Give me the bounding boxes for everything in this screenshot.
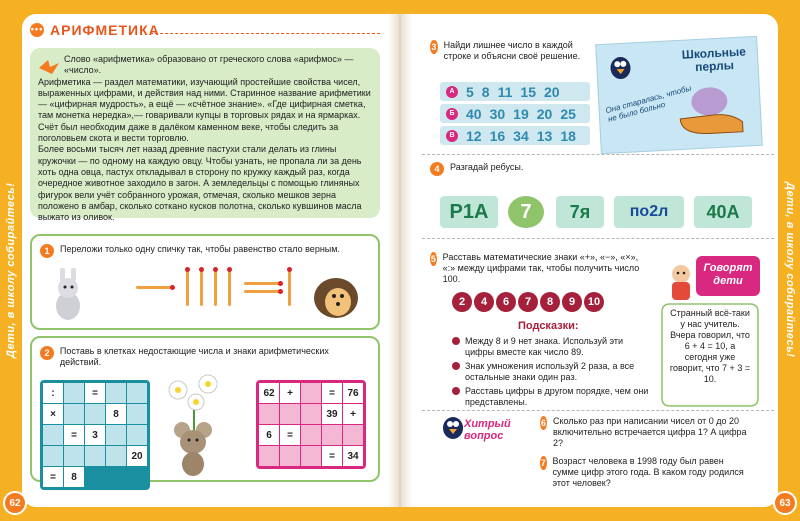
hints-list: [452, 336, 652, 411]
row-label: А: [446, 86, 458, 98]
hint-item: [452, 336, 652, 358]
rabbit-icon: [46, 268, 90, 322]
grid-cell: 39: [322, 404, 342, 424]
number-row-a: [440, 82, 590, 101]
grid-cell[interactable]: [301, 446, 321, 466]
task-7: [540, 456, 750, 489]
number-row-b: [440, 104, 590, 123]
grid-cell[interactable]: [43, 446, 63, 466]
number-value[interactable]: 16: [489, 128, 506, 144]
match[interactable]: [288, 270, 291, 306]
crow-icon: [607, 49, 635, 80]
task-4: [430, 162, 523, 176]
grid-cell: +: [280, 383, 300, 403]
match[interactable]: [244, 282, 280, 285]
bubble-text: Странный всё-таки у нас учитель. Вчера говорил, что 6 + 4 = 10, а сегодня уже говорит, что 7 + 3 = 10.: [669, 308, 751, 384]
hint-item: [452, 386, 652, 408]
number-value[interactable]: 12: [466, 128, 482, 144]
mouse-with-flowers-icon: [164, 374, 224, 478]
match[interactable]: [200, 270, 203, 306]
task-2: [40, 346, 370, 368]
number-value[interactable]: 19: [513, 106, 529, 122]
digit-ball: 2: [452, 292, 472, 312]
digit-ball: 7: [518, 292, 538, 312]
grid-cell: +: [343, 404, 363, 424]
number-value[interactable]: 25: [560, 106, 576, 122]
intro-paragraph-3: Более восьми тысяч лет назад древние пастухи стали делать из глины кружочки — по одному на каждую овцу. Чтобы узнать, не пропала ли за день хоть одна овца, пастух откладывал в сторону по кружку каждый раз, когда очередное животное заходило в загон. А земледельцы с помощью глиняных фигурок вели учёт собранного урожая, отмечая, сколько мешков зерна положено в амбар, сколько соткано кусков полотна, сколько кувшинов масла выжато из оливок.: [38, 144, 362, 223]
grid-cell: =: [64, 425, 84, 445]
bullet: [452, 387, 460, 395]
grid-cell[interactable]: [343, 425, 363, 445]
digit-ball: 10: [584, 292, 604, 312]
task-5: [430, 252, 640, 285]
grid-cell[interactable]: [301, 425, 321, 445]
grid-cell: 76: [343, 383, 363, 403]
number-value[interactable]: 18: [560, 128, 576, 144]
grid-cell[interactable]: [301, 404, 321, 424]
grid-cell[interactable]: [301, 383, 321, 403]
kids-say-badge: Говорят дети: [696, 256, 760, 296]
task-text: Поставь в клетках недостающие числа и знаки арифметических действий.: [59, 346, 329, 367]
number-value[interactable]: 8: [481, 84, 490, 100]
task-number: 3: [431, 42, 437, 52]
hint-item: [452, 361, 652, 383]
grid-cell[interactable]: [85, 404, 105, 424]
task-1: [40, 244, 340, 258]
match[interactable]: [214, 270, 217, 306]
rebus-3: 7я: [556, 196, 604, 228]
number-row-c: [440, 126, 590, 145]
grid-cell: ×: [43, 404, 63, 424]
note-title: Школьные перлы: [681, 44, 747, 75]
crow-icon: [440, 410, 466, 440]
task-number: 2: [40, 346, 54, 360]
grid-cell: =: [322, 446, 342, 466]
number-value[interactable]: 15: [520, 84, 536, 100]
grid-cell: :: [43, 383, 63, 403]
rebus-2: 7: [508, 196, 544, 228]
digit-ball: 4: [474, 292, 494, 312]
rebus-1: Р1А: [440, 196, 498, 228]
grid-cell[interactable]: [106, 425, 126, 445]
task-text: Найди лишнее число в каждой строке и объясни своё решение.: [443, 40, 581, 61]
task-number: 1: [40, 244, 54, 258]
task-2-box: [30, 336, 380, 482]
grid-cell[interactable]: [43, 425, 63, 445]
bird-icon: [38, 58, 60, 76]
grid-cell: 34: [343, 446, 363, 466]
number-value[interactable]: 34: [513, 128, 529, 144]
kids-say-bubble: [660, 300, 760, 410]
grid-cell[interactable]: [259, 446, 279, 466]
grid-cell: 3: [85, 425, 105, 445]
grid-cell: 20: [127, 446, 147, 466]
divider: [422, 238, 774, 239]
hint-text: Знак умножения используй 2 раза, а все остальные знаки один раз.: [465, 361, 635, 382]
grid-cell[interactable]: [64, 446, 84, 466]
match[interactable]: [186, 270, 189, 306]
grid-cell: 6: [259, 425, 279, 445]
digit-ball: 8: [540, 292, 560, 312]
grid-cell: =: [43, 467, 63, 487]
match[interactable]: [228, 270, 231, 306]
digit-ball: 6: [496, 292, 516, 312]
hints-title: Подсказки:: [518, 320, 579, 332]
section-title-text: АРИФМЕТИКА: [50, 22, 160, 38]
task-text: Возраст человека в 1998 году был равен сумме цифр этого года. В каком году родился этот человек?: [552, 456, 744, 488]
intro-paragraph-1: Слово «арифметика» образовано от греческого слова «арифмос» — «число».: [64, 54, 354, 76]
gutter: [388, 14, 412, 507]
task-text: Переложи только одну спичку так, чтобы равенство стало верным.: [60, 244, 340, 254]
grid-cell[interactable]: [127, 404, 147, 424]
task-3: [430, 40, 590, 62]
child-icon: [664, 262, 698, 302]
task-6: [540, 416, 750, 449]
grid-cell: 62: [259, 383, 279, 403]
number-value[interactable]: 20: [536, 106, 553, 122]
grid-cell: 8: [64, 467, 84, 487]
hint-text: Между 8 и 9 нет знака. Используй эти цифры вместе как число 89.: [465, 336, 624, 357]
task-text: Сколько раз при написании чисел от 0 до 20 включительно встречается цифра 1? А цифра 2?: [552, 416, 747, 448]
task-text: Расставь математические знаки «+», «−», «×», «:» между цифрами так, чтобы получить число 100.: [442, 252, 640, 284]
school-pearls-note: [595, 36, 763, 154]
number-value[interactable]: 20: [543, 84, 560, 100]
rebus-4: по2л: [614, 196, 684, 228]
match[interactable]: [136, 286, 172, 289]
intro-paragraph-2: Арифметика — раздел математики, изучающий простейшие свойства чисел, выраженных цифрами, и действия над ними. Старинное название арифметики — «цифирная мудрость», а ещё — «счётное знание». «Где цифирная сметка, там монетка нередка»,— говаривали купцы в торговых рядах и на ярмарках. Счёт был необходим даже в далёком каменном веке, чтобы следить за поголовьем скота и вести торговлю.: [38, 76, 371, 144]
grid-cell[interactable]: [280, 446, 300, 466]
divider: [422, 410, 774, 411]
number-value[interactable]: 13: [536, 128, 553, 144]
note-caption: Она старалась, чтобы не было больно: [604, 83, 693, 124]
hedgehog-icon: [308, 264, 364, 322]
digit-ball: 9: [562, 292, 582, 312]
puzzle-grid-1: [40, 380, 150, 490]
grid-cell[interactable]: [280, 404, 300, 424]
spine-text-left: Дети, в школу собирайтесь!: [5, 182, 17, 358]
grid-cell[interactable]: [85, 446, 105, 466]
task-number: 4: [430, 162, 444, 176]
grid-cell: =: [322, 383, 342, 403]
number-value[interactable]: 11: [497, 84, 513, 100]
task-number: 6: [540, 418, 546, 428]
title-divider: [150, 33, 380, 34]
grid-cell[interactable]: [64, 383, 84, 403]
dots-icon: •••: [30, 23, 44, 37]
grid-cell[interactable]: [322, 425, 342, 445]
rebus-5: 40А: [694, 196, 752, 228]
grid-cell[interactable]: [127, 425, 147, 445]
grid-cell[interactable]: [127, 383, 147, 403]
grid-cell[interactable]: [106, 446, 126, 466]
task-text: Разгадай ребусы.: [450, 162, 524, 172]
grid-cell: =: [85, 383, 105, 403]
row-label: В: [446, 130, 458, 142]
number-value[interactable]: 5: [466, 84, 474, 100]
digit-balls: [452, 292, 604, 312]
number-value[interactable]: 40: [466, 106, 482, 122]
task-1-box: [30, 234, 380, 330]
grid-cell: 8: [106, 404, 126, 424]
bullet: [452, 337, 460, 345]
row-label: Б: [446, 108, 458, 120]
section-title: [30, 22, 160, 38]
bullet: [452, 362, 460, 370]
page-number-left: 62: [3, 491, 27, 515]
number-value[interactable]: 30: [489, 106, 506, 122]
match[interactable]: [244, 290, 280, 293]
hint-text: Расставь цифры в другом порядке, чем они представлены.: [465, 386, 649, 407]
grid-cell[interactable]: [106, 383, 126, 403]
grid-cell[interactable]: [259, 404, 279, 424]
sly-question-title: Хитрый вопрос: [464, 418, 511, 442]
divider: [422, 154, 774, 155]
grid-cell[interactable]: [64, 404, 84, 424]
puzzle-grid-2: [256, 380, 366, 469]
task-number: 5: [430, 254, 436, 264]
grid-cell: =: [280, 425, 300, 445]
intro-box: [30, 48, 380, 223]
page-number-right: 63: [773, 491, 797, 515]
task-number: 7: [540, 458, 546, 468]
spine-text-right: Дети, в школу собирайтесь!: [784, 182, 796, 358]
